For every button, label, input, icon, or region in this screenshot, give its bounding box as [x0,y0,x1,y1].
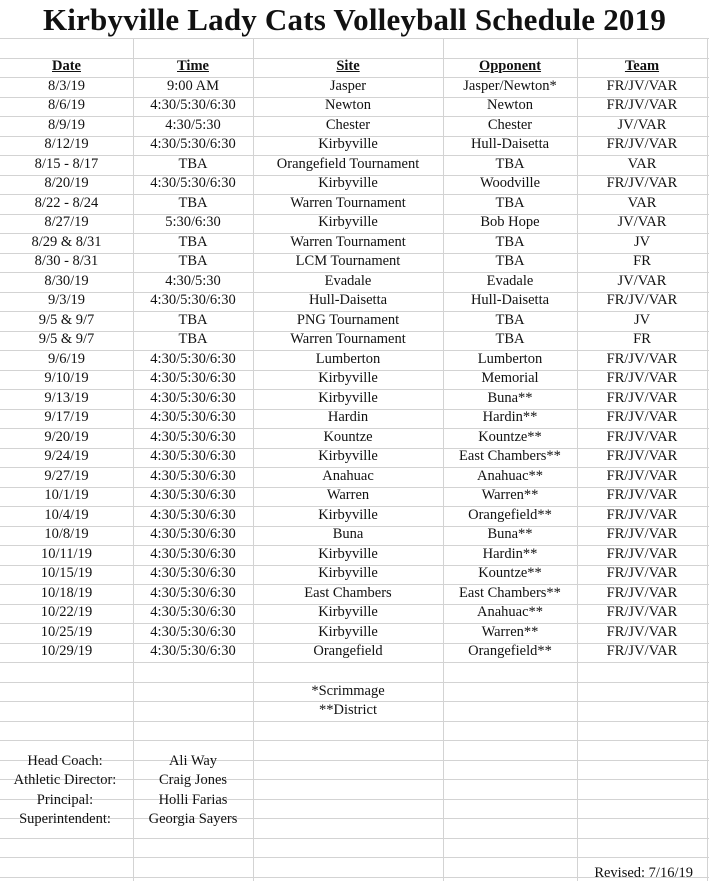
opponent-cell: Anahuac** [476,604,544,620]
staff-name: Holli Farias [158,791,228,808]
team-cell: FR/JV/VAR [606,545,678,562]
team-cell: FR/JV/VAR [606,487,678,503]
team-cell: FR/JV/VAR [606,467,678,484]
team-cell: FR/JV/VAR [606,448,678,464]
date-cell: 9/20/19 [44,428,89,445]
staff-role-label: Superintendent: [19,811,111,827]
site-cell: Kirbyville [318,214,378,230]
time-cell: TBA [178,311,208,328]
site-cell: Kirbyville [318,623,378,640]
site-cell: Kirbyville [318,389,378,406]
team-cell: JV [633,233,651,250]
date-cell: 10/1/19 [44,487,89,503]
grid-row-line [0,740,709,741]
time-cell: 4:30/5:30/6:30 [150,175,236,191]
team-cell: FR/JV/VAR [606,389,678,406]
date-cell: 8/22 - 8/24 [34,194,99,211]
opponent-cell: Woodville [479,175,541,191]
column-header-date: Date [52,58,81,74]
team-cell: JV/VAR [617,272,667,289]
team-cell: FR/JV/VAR [606,623,678,640]
team-cell: FR/JV/VAR [606,526,678,542]
date-cell: 10/4/19 [44,506,89,523]
opponent-cell: Memorial [481,370,539,386]
revised-date: Revised: 7/16/19 [594,865,693,881]
opponent-cell: Hardin** [482,545,538,562]
column-header-time: Time [177,58,209,74]
site-cell: Hull-Daisetta [308,292,388,308]
opponent-cell: Warren** [481,487,539,503]
date-cell: 9/3/19 [47,292,86,308]
date-cell: 8/12/19 [44,136,89,152]
team-cell: VAR [627,155,657,172]
date-cell: 8/20/19 [44,175,89,191]
date-cell: 8/9/19 [47,116,86,133]
date-cell: 9/6/19 [47,350,86,367]
team-cell: JV/VAR [617,214,667,230]
time-cell: 4:30/5:30/6:30 [150,370,236,386]
site-cell: Kirbyville [318,545,378,562]
staff-role-label: Principal: [36,791,94,808]
date-cell: 9/5 & 9/7 [38,331,95,347]
time-cell: 4:30/5:30/6:30 [150,409,236,425]
time-cell: 4:30/5:30/6:30 [150,506,236,523]
grid-row-line [0,38,709,39]
grid-row-line [0,662,709,663]
time-cell: 4:30/5:30/6:30 [150,467,236,484]
date-cell: 8/30/19 [44,272,89,289]
date-cell: 9/17/19 [44,409,89,425]
team-cell: FR [633,253,651,269]
site-cell: Warren Tournament [290,233,406,250]
column-header-team: Team [624,58,660,74]
grid-row-line [0,838,709,839]
team-cell: FR/JV/VAR [606,428,678,445]
team-cell: FR/JV/VAR [606,97,678,113]
date-cell: 10/8/19 [44,526,89,542]
opponent-cell: Buna** [487,389,533,406]
time-cell: TBA [178,253,208,269]
staff-role-label: Head Coach: [27,752,103,769]
opponent-cell: Hull-Daisetta [470,292,550,308]
time-cell: 4:30/5:30/6:30 [150,350,236,367]
time-cell: TBA [178,155,208,172]
time-cell: 4:30/5:30/6:30 [150,623,236,640]
date-cell: 10/18/19 [40,584,93,601]
team-cell: JV [633,311,651,328]
date-cell: 8/30 - 8/31 [34,253,99,269]
site-cell: LCM Tournament [295,253,401,269]
time-cell: 4:30/5:30/6:30 [150,448,236,464]
site-cell: Lumberton [315,350,381,367]
opponent-cell: Anahuac** [476,467,544,484]
date-cell: 10/25/19 [40,623,93,640]
time-cell: 4:30/5:30/6:30 [150,97,236,113]
site-cell: Anahuac [322,467,374,484]
team-cell: FR/JV/VAR [606,175,678,191]
site-cell: Newton [325,97,371,113]
opponent-cell: Orangefield** [468,506,552,523]
opponent-cell: Orangefield** [468,643,552,659]
time-cell: TBA [178,233,208,250]
opponent-cell: Hull-Daisetta [470,136,550,152]
column-header-opponent: Opponent [478,58,542,74]
team-cell: VAR [627,194,657,211]
site-cell: Kirbyville [318,175,378,191]
team-cell: FR/JV/VAR [606,565,678,581]
team-cell: FR/JV/VAR [606,584,678,601]
site-cell: Evadale [324,272,372,289]
opponent-cell: TBA [495,331,525,347]
site-cell: Kirbyville [318,506,378,523]
time-cell: 4:30/5:30/6:30 [150,136,236,152]
time-cell: 5:30/6:30 [165,214,221,230]
date-cell: 10/15/19 [40,565,93,581]
team-cell: JV/VAR [617,116,667,133]
team-cell: FR/JV/VAR [606,409,678,425]
site-cell: Orangefield Tournament [276,155,420,172]
opponent-cell: Jasper/Newton* [463,77,557,94]
opponent-cell: East Chambers** [459,448,561,464]
time-cell: 4:30/5:30/6:30 [150,292,236,308]
date-cell: 8/15 - 8/17 [34,155,99,172]
site-cell: Jasper [329,77,367,94]
opponent-cell: TBA [495,253,525,269]
site-cell: East Chambers [304,584,392,601]
date-cell: 10/22/19 [40,604,93,620]
date-cell: 9/5 & 9/7 [38,311,95,328]
site-cell: Chester [325,116,371,133]
grid-row-line [0,721,709,722]
site-cell: Warren Tournament [290,194,406,211]
opponent-cell: East Chambers** [459,584,561,601]
opponent-cell: Bob Hope [480,214,540,230]
district-note: **District [319,702,377,718]
column-header-site: Site [336,58,360,74]
team-cell: FR/JV/VAR [606,136,678,152]
team-cell: FR/JV/VAR [606,506,678,523]
site-cell: Warren [326,487,370,503]
date-cell: 8/29 & 8/31 [31,233,102,250]
time-cell: 4:30/5:30/6:30 [150,604,236,620]
team-cell: FR/JV/VAR [606,292,678,308]
team-cell: FR [633,331,651,347]
site-cell: Kountze [323,428,373,445]
time-cell: TBA [178,194,208,211]
time-cell: 4:30/5:30/6:30 [150,487,236,503]
grid-column-line [707,38,708,881]
scrimmage-note: *Scrimmage [311,682,385,699]
opponent-cell: TBA [495,194,525,211]
site-cell: Kirbyville [318,136,378,152]
opponent-cell: Chester [487,116,533,133]
site-cell: Kirbyville [318,370,378,386]
site-cell: Hardin [327,409,369,425]
opponent-cell: Kountze** [478,565,542,581]
date-cell: 8/27/19 [44,214,89,230]
time-cell: 9:00 AM [167,77,219,94]
staff-role-label: Athletic Director: [13,772,117,788]
opponent-cell: Evadale [486,272,534,289]
staff-name: Georgia Sayers [148,811,238,827]
date-cell: 9/10/19 [44,370,89,386]
time-cell: 4:30/5:30/6:30 [150,428,236,445]
team-cell: FR/JV/VAR [606,350,678,367]
site-cell: Warren Tournament [290,331,406,347]
site-cell: Kirbyville [318,448,378,464]
time-cell: TBA [178,331,208,347]
date-cell: 8/6/19 [47,97,86,113]
time-cell: 4:30/5:30 [165,272,221,289]
team-cell: FR/JV/VAR [606,643,678,659]
date-cell: 10/11/19 [40,545,93,562]
date-cell: 8/3/19 [47,77,86,94]
site-cell: Kirbyville [318,604,378,620]
time-cell: 4:30/5:30/6:30 [150,584,236,601]
opponent-cell: Hardin** [482,409,538,425]
team-cell: FR/JV/VAR [606,370,678,386]
time-cell: 4:30/5:30 [165,116,221,133]
opponent-cell: Lumberton [477,350,543,367]
site-cell: Buna [332,526,364,542]
time-cell: 4:30/5:30/6:30 [150,545,236,562]
site-cell: PNG Tournament [296,311,400,328]
staff-name: Craig Jones [158,772,228,788]
opponent-cell: TBA [495,155,525,172]
opponent-cell: TBA [495,233,525,250]
time-cell: 4:30/5:30/6:30 [150,389,236,406]
staff-name: Ali Way [168,752,218,769]
opponent-cell: Buna** [487,526,533,542]
date-cell: 10/29/19 [40,643,93,659]
page-title: Kirbyville Lady Cats Volleyball Schedule 2019 [42,2,667,37]
grid-row-line [0,857,709,858]
opponent-cell: Warren** [481,623,539,640]
opponent-cell: Newton [487,97,533,113]
team-cell: FR/JV/VAR [606,77,678,94]
date-cell: 9/27/19 [44,467,89,484]
site-cell: Orangefield [313,643,383,659]
time-cell: 4:30/5:30/6:30 [150,643,236,659]
date-cell: 9/24/19 [44,448,89,464]
site-cell: Kirbyville [318,565,378,581]
team-cell: FR/JV/VAR [606,604,678,620]
time-cell: 4:30/5:30/6:30 [150,526,236,542]
opponent-cell: Kountze** [478,428,542,445]
date-cell: 9/13/19 [44,389,89,406]
opponent-cell: TBA [495,311,525,328]
time-cell: 4:30/5:30/6:30 [150,565,236,581]
